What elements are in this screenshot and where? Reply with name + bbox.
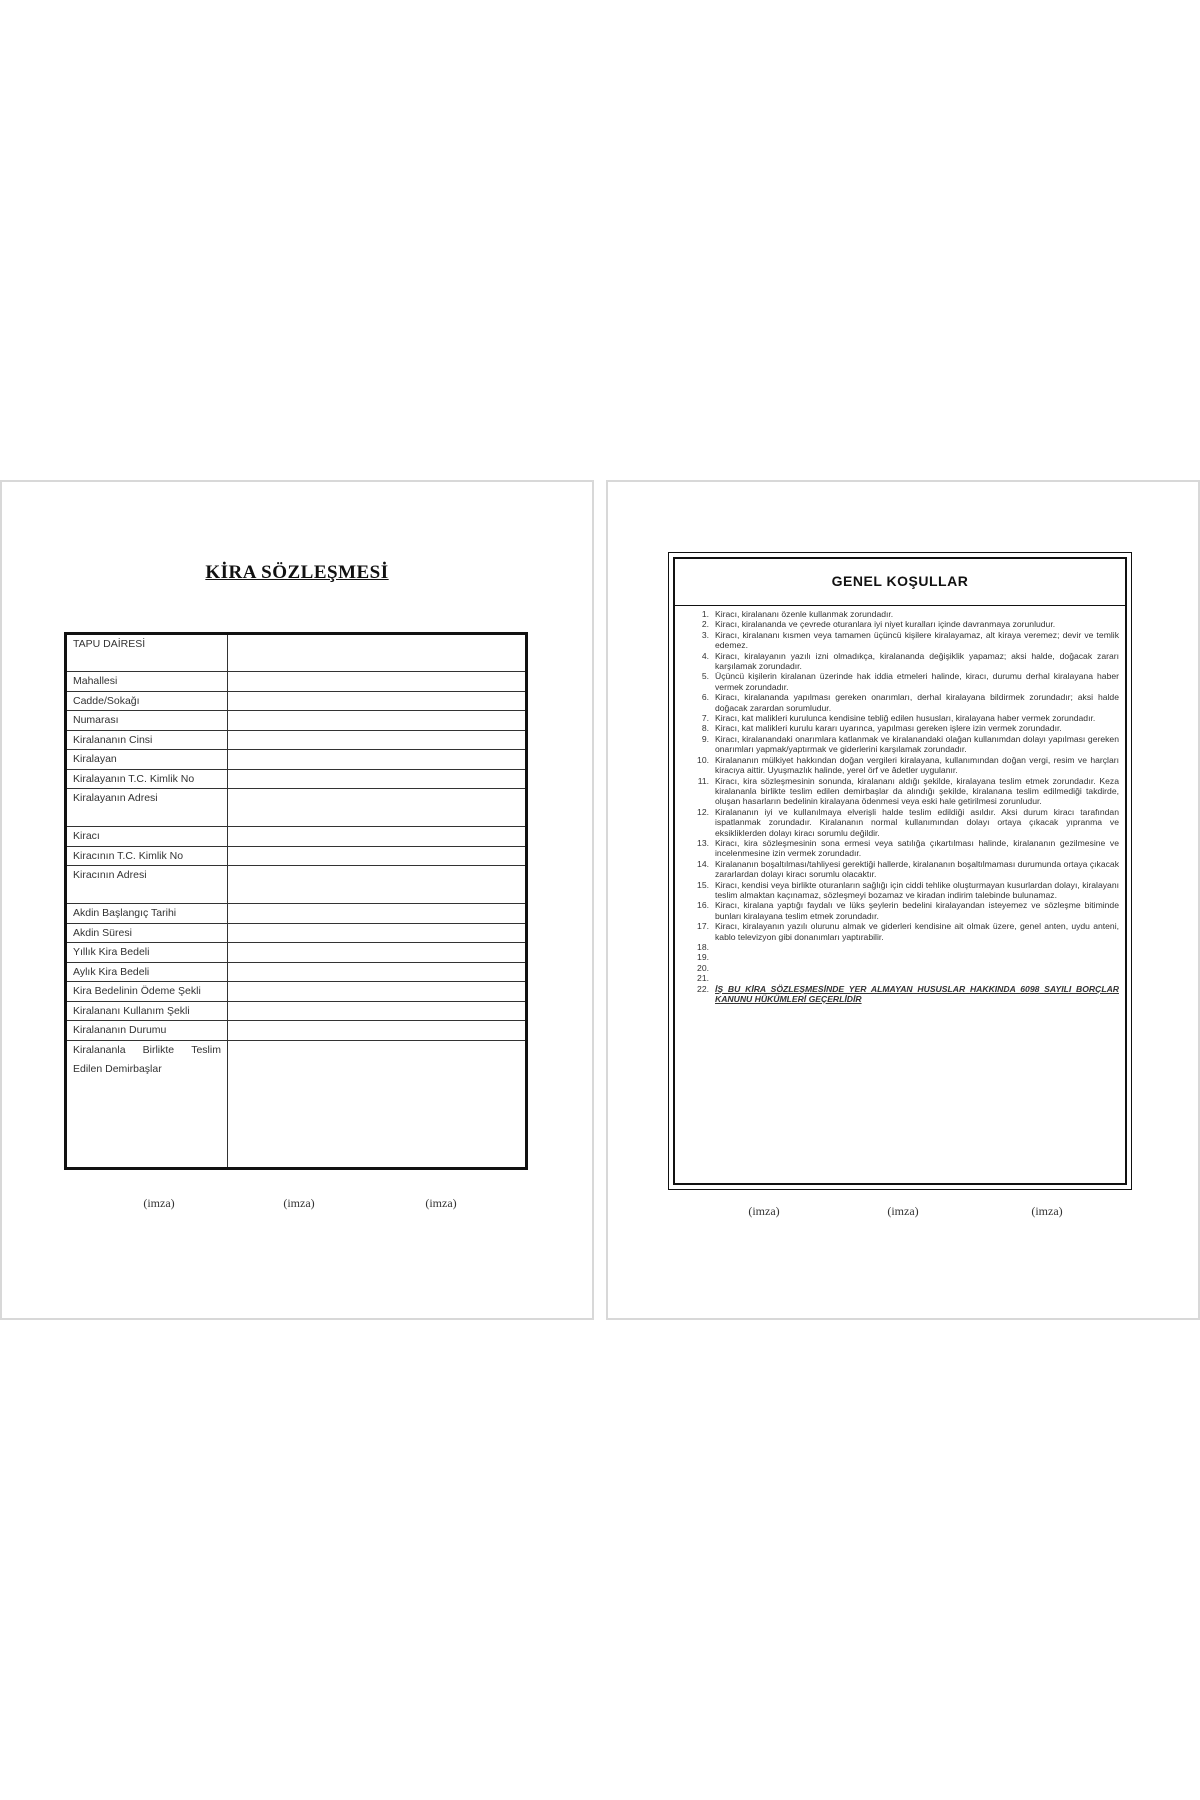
condition-number: 13. — [697, 837, 709, 848]
condition-number: 18. — [697, 942, 709, 952]
condition-item — [683, 880, 1119, 901]
form-value-field[interactable] — [228, 730, 527, 750]
form-value-field[interactable] — [228, 691, 527, 711]
form-row — [66, 1021, 527, 1041]
condition-text: Kiracı, kendisi veya birlikte oturanların sağlığı için ciddi tehlike oluşturmayan kusurlardan dolayı, kiralayanı teslim almaktan kaçınamaz, sözleşmeyi bozamaz ve kiradan indirim talebinde bulunamaz. — [715, 879, 1119, 900]
form-row — [66, 769, 527, 789]
condition-item — [683, 984, 1119, 1005]
form-label: Akdin Süresi — [66, 923, 228, 943]
form-row — [66, 962, 527, 982]
form-row — [66, 923, 527, 943]
form-label: Kira Bedelinin Ödeme Şekli — [66, 982, 228, 1002]
condition-text: Kiracı, kiralayanın yazılı izni olmadıkça, kiralananda değişiklik yapamaz; aksi halde, doğacak zararı karşılamak zorundadır. — [715, 650, 1119, 672]
form-row — [66, 1001, 527, 1021]
form-label-word: Teslim — [191, 1043, 221, 1056]
form-label: Kiralananın Durumu — [66, 1021, 228, 1041]
condition-number: 12. — [697, 806, 709, 817]
condition-item — [683, 900, 1119, 921]
form-value-field[interactable] — [228, 789, 527, 827]
conditions-title: GENEL KOŞULLAR — [831, 573, 969, 589]
form-value-field[interactable] — [228, 672, 527, 692]
condition-item — [683, 713, 1119, 723]
form-label: Cadde/Sokağı — [66, 691, 228, 711]
condition-text: Kiracı, kiralayanın yazılı olurunu almak ve giderleri kendisine ait olmak üzere, genel anten, uydu anteni, kablo televizyon gibi donanımları yaptırabilir. — [715, 921, 1119, 942]
left-page — [0, 480, 594, 1320]
condition-item — [683, 838, 1119, 859]
condition-number: 14. — [697, 858, 709, 869]
condition-item — [683, 651, 1119, 672]
contract-form-table — [64, 632, 528, 1170]
form-value-field[interactable] — [228, 769, 527, 789]
signature-field[interactable]: (imza) — [425, 1196, 457, 1210]
condition-number: 17. — [697, 921, 709, 932]
condition-item — [683, 952, 1119, 962]
form-row — [66, 789, 527, 827]
condition-number: 11. — [697, 775, 709, 786]
form-label: Kiralayanın Adresi — [66, 789, 228, 827]
condition-number: 10. — [697, 754, 709, 765]
condition-text: Kiracı, kiralananda yapılması gereken onarımları, derhal kiralayana bildirmek zorundadır; aksi halde doğacak zarardan sorumludur. — [715, 692, 1119, 713]
condition-text: Kiracı, kira sözleşmesinin sonunda, kiralananı aldığı şekilde, kiralayana teslim etmek zorundadır. Keza kiralananla birlikte teslim edilen demirbaşlar da alındığı şekilde, kiralanana teslim edilmediği takdirde, oluşan hasarların bedelinin kiralayana ödenmesi veya eski hale getirilmesi zorunludur. — [715, 775, 1119, 807]
form-value-field[interactable] — [228, 904, 527, 924]
condition-number: 19. — [697, 952, 709, 963]
form-label: Kiralananı Kullanım Şekli — [66, 1001, 228, 1021]
signature-row-right — [608, 1204, 1198, 1224]
form-row — [66, 711, 527, 731]
condition-number: 2. — [701, 619, 709, 630]
form-value-field[interactable] — [228, 1040, 527, 1169]
form-value-field[interactable] — [228, 827, 527, 847]
form-row — [66, 827, 527, 847]
form-row — [66, 982, 527, 1002]
signature-field[interactable]: (imza) — [143, 1196, 175, 1210]
form-value-field[interactable] — [228, 866, 527, 904]
form-value-field[interactable] — [228, 962, 527, 982]
form-label: Kiracının T.C. Kimlik No — [66, 846, 228, 866]
condition-text: Kiracı, kiralananda ve çevrede oturanlara iyi niyet kuralları içinde davranmaya zorunludur. — [715, 619, 1056, 630]
form-value-field[interactable] — [228, 923, 527, 943]
condition-text: Kiracı, kiralananı özenle kullanmak zorundadır. — [715, 609, 894, 619]
condition-text: Kiralananın boşaltılması/tahliyesi gerektiği hallerde, kiralananın boşaltılmaması durumunda ortaya çıkacak zararlardan dolayı kiracı sorumlu olacaktır. — [715, 858, 1119, 880]
conditions-list — [683, 609, 1119, 1004]
condition-item — [683, 671, 1119, 692]
form-label: Akdin Başlangıç Tarihi — [66, 904, 228, 924]
condition-item — [683, 619, 1119, 629]
condition-item — [683, 942, 1119, 952]
form-value-field[interactable] — [228, 1001, 527, 1021]
condition-text: İŞ BU KİRA SÖZLEŞMESİNDE YER ALMAYAN HUSUSLAR HAKKINDA 6098 SAYILI BORÇLAR KANUNU HÜKÜMLERİ GEÇERLİDİR — [715, 983, 1119, 1004]
form-label: Kiracı — [66, 827, 228, 847]
condition-number: 15. — [697, 879, 709, 890]
condition-number: 16. — [697, 900, 709, 911]
condition-number: 22. — [697, 983, 709, 994]
condition-text: Üçüncü kişilerin kiralanan üzerinde hak iddia etmeleri halinde, kiracı, durumu derhal kiralayana haber vermek zorundadır. — [715, 671, 1119, 692]
condition-number: 9. — [701, 733, 709, 744]
form-value-field[interactable] — [228, 982, 527, 1002]
form-value-field[interactable] — [228, 634, 527, 672]
conditions-divider — [675, 605, 1125, 606]
condition-text: Kiracı, kat malikleri kurulu kararı uyarınca, yapılması gereken işlere izin vermek zorundadır. — [715, 723, 1062, 734]
condition-item — [683, 734, 1119, 755]
form-value-field[interactable] — [228, 943, 527, 963]
condition-item — [683, 973, 1119, 983]
form-label — [66, 1040, 228, 1169]
form-row — [66, 730, 527, 750]
condition-text: Kiracı, kiralanandaki onarımlara katlanmak ve kiralanandaki olağan kullanımdan dolayı yapılması gereken onarımları yapmak/yaptırmak ve giderlerini karşılamak zorundadır. — [715, 733, 1119, 755]
signature-field[interactable]: (imza) — [887, 1204, 919, 1218]
form-row — [66, 943, 527, 963]
form-row — [66, 1040, 527, 1169]
condition-item — [683, 859, 1119, 880]
condition-text: Kiracı, kiralananı kısmen veya tamamen üçüncü kişilere kiralayamaz, alt kiraya veremez; devir ve temlik edemez. — [715, 629, 1119, 651]
form-label: TAPU DAİRESİ — [66, 634, 228, 672]
form-row — [66, 672, 527, 692]
signature-field[interactable]: (imza) — [283, 1196, 315, 1210]
condition-number: 5. — [701, 671, 709, 682]
form-row — [66, 634, 527, 672]
condition-item — [683, 921, 1119, 942]
conditions-frame — [673, 557, 1127, 1185]
condition-number: 8. — [701, 723, 709, 734]
condition-number: 7. — [701, 713, 709, 724]
form-row — [66, 750, 527, 770]
form-row — [66, 691, 527, 711]
document-title: KİRA SÖZLEŞMESİ — [205, 562, 389, 583]
signature-row-left — [2, 1196, 592, 1216]
condition-number: 20. — [697, 962, 709, 973]
condition-item — [683, 723, 1119, 733]
condition-item — [683, 963, 1119, 973]
form-label: Yıllık Kira Bedeli — [66, 943, 228, 963]
form-label-line: Edilen Demirbaşlar — [73, 1062, 162, 1075]
form-label: Numarası — [66, 711, 228, 731]
condition-text: Kiracı, kira sözleşmesinin sona ermesi veya satılığa çıkartılması halinde, kiralananın gezilmesine ve incelenmesine izin vermek zorundadır. — [715, 837, 1119, 859]
signature-field[interactable]: (imza) — [748, 1204, 780, 1218]
right-page — [606, 480, 1200, 1320]
condition-text: Kiralananın iyi ve kullanılmaya elverişli halde teslim edildiği asıldır. Aksi durum kiracı tarafından ispatlanmak zorundadır. Kiralananın normal kullanımından dolayı ortaya çıkacak yıpranma ve eksikliklerden dolayı kiracı sorumlu değildir. — [715, 806, 1119, 838]
condition-number: 21. — [697, 973, 709, 984]
condition-item — [683, 692, 1119, 713]
condition-text: Kiracı, kat malikleri kurulunca kendisine tebliğ edilen hususları, kiralayana haber vermek zorundadır. — [715, 713, 1096, 724]
condition-item — [683, 630, 1119, 651]
form-label: Kiralayanın T.C. Kimlik No — [66, 769, 228, 789]
form-label: Kiralananın Cinsi — [66, 730, 228, 750]
form-value-field[interactable] — [228, 1021, 527, 1041]
condition-item — [683, 609, 1119, 619]
condition-item — [683, 755, 1119, 776]
condition-number: 3. — [701, 629, 709, 640]
condition-number: 4. — [701, 650, 709, 661]
form-label-word: Kiralananla — [73, 1043, 126, 1056]
condition-text: Kiracı, kiralana yaptığı faydalı ve lüks şeylerin bedelini kiralayandan isteyemez ve sözleşme bitiminde bunları kiralayana teslim etmek zorundadır. — [715, 900, 1119, 921]
form-label-word: Birlikte — [142, 1043, 175, 1056]
form-label: Kiracının Adresi — [66, 866, 228, 904]
form-label: Mahallesi — [66, 672, 228, 692]
condition-item — [683, 807, 1119, 838]
condition-number: 1. — [701, 609, 709, 619]
form-row — [66, 846, 527, 866]
condition-text: Kiralananın mülkiyet hakkından doğan vergileri kiralayana, kullanımından doğan vergi, resim ve harçları kiracıya aittir. Uyuşmazlık halinde, yerel örf ve âdetler uygulanır. — [715, 754, 1119, 776]
form-label: Kiralayan — [66, 750, 228, 770]
form-row — [66, 866, 527, 904]
form-value-field[interactable] — [228, 846, 527, 866]
form-value-field[interactable] — [228, 711, 527, 731]
conditions-box — [668, 552, 1132, 1190]
condition-item — [683, 776, 1119, 807]
form-row — [66, 904, 527, 924]
form-value-field[interactable] — [228, 750, 527, 770]
condition-number: 6. — [701, 692, 709, 703]
signature-field[interactable]: (imza) — [1031, 1204, 1063, 1218]
form-label: Aylık Kira Bedeli — [66, 962, 228, 982]
